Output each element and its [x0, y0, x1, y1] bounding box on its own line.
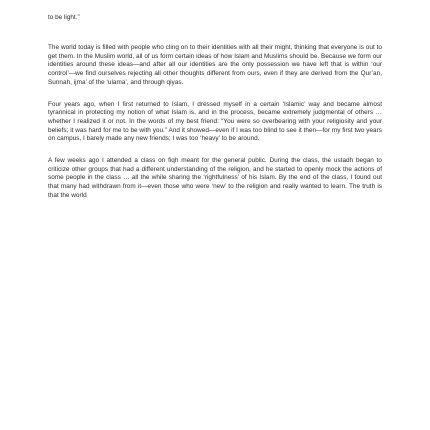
- previous-page-fragment: to be light.”: [48, 14, 80, 21]
- paragraph-fiqh-class: A few weeks ago I attended a class on fiqh meant for the general public. During the class, the ustadh began to criticize other groups that had a different understanding of the religion, and he started to openly mock the actions of some people in the class … all the while sharing the ‘rightfulness’ of his Islam. By the end of the class, I found out that many had withdrawn from it—even those who were ‘new’ to the religion and really wanted to learn. The truth is that the world: [48, 157, 382, 199]
- article-body: [48, 44, 382, 214]
- paragraph-four-years-ago: Four years ago, when I first returned to Islam, I dressed myself in a certain ‘Islamic’ way and became almost tyrannical in protecting my notion of what Islam is, and in the process, became extremely judgmental of others … whether I realized it or not. In the words of my best friend: “You were so overbearing with your religiosity and your beliefs; it was hard for me to be with you.” And it showed—even if I was too blind to see it then—for my first two years on campus, I barely made any new friends; I was too ‘heavy’ to be around.: [48, 100, 382, 143]
- paragraph-identities: The world today is filled with people who cling on to their identities with all their might, thinking that everyone is out to get them. In the Muslim world, all of us form certain ideas of how Islam and Muslims should be. Because we form our identities around these ideas—and after all our identities are the only possession we have left that is within ‘our control’—we find ourselves rejecting all other thoughts different from ours, even if they are derived from the Qur’an, Sunnah, ijma’ of the ‘ulama’, and through qiyas.: [48, 44, 382, 86]
